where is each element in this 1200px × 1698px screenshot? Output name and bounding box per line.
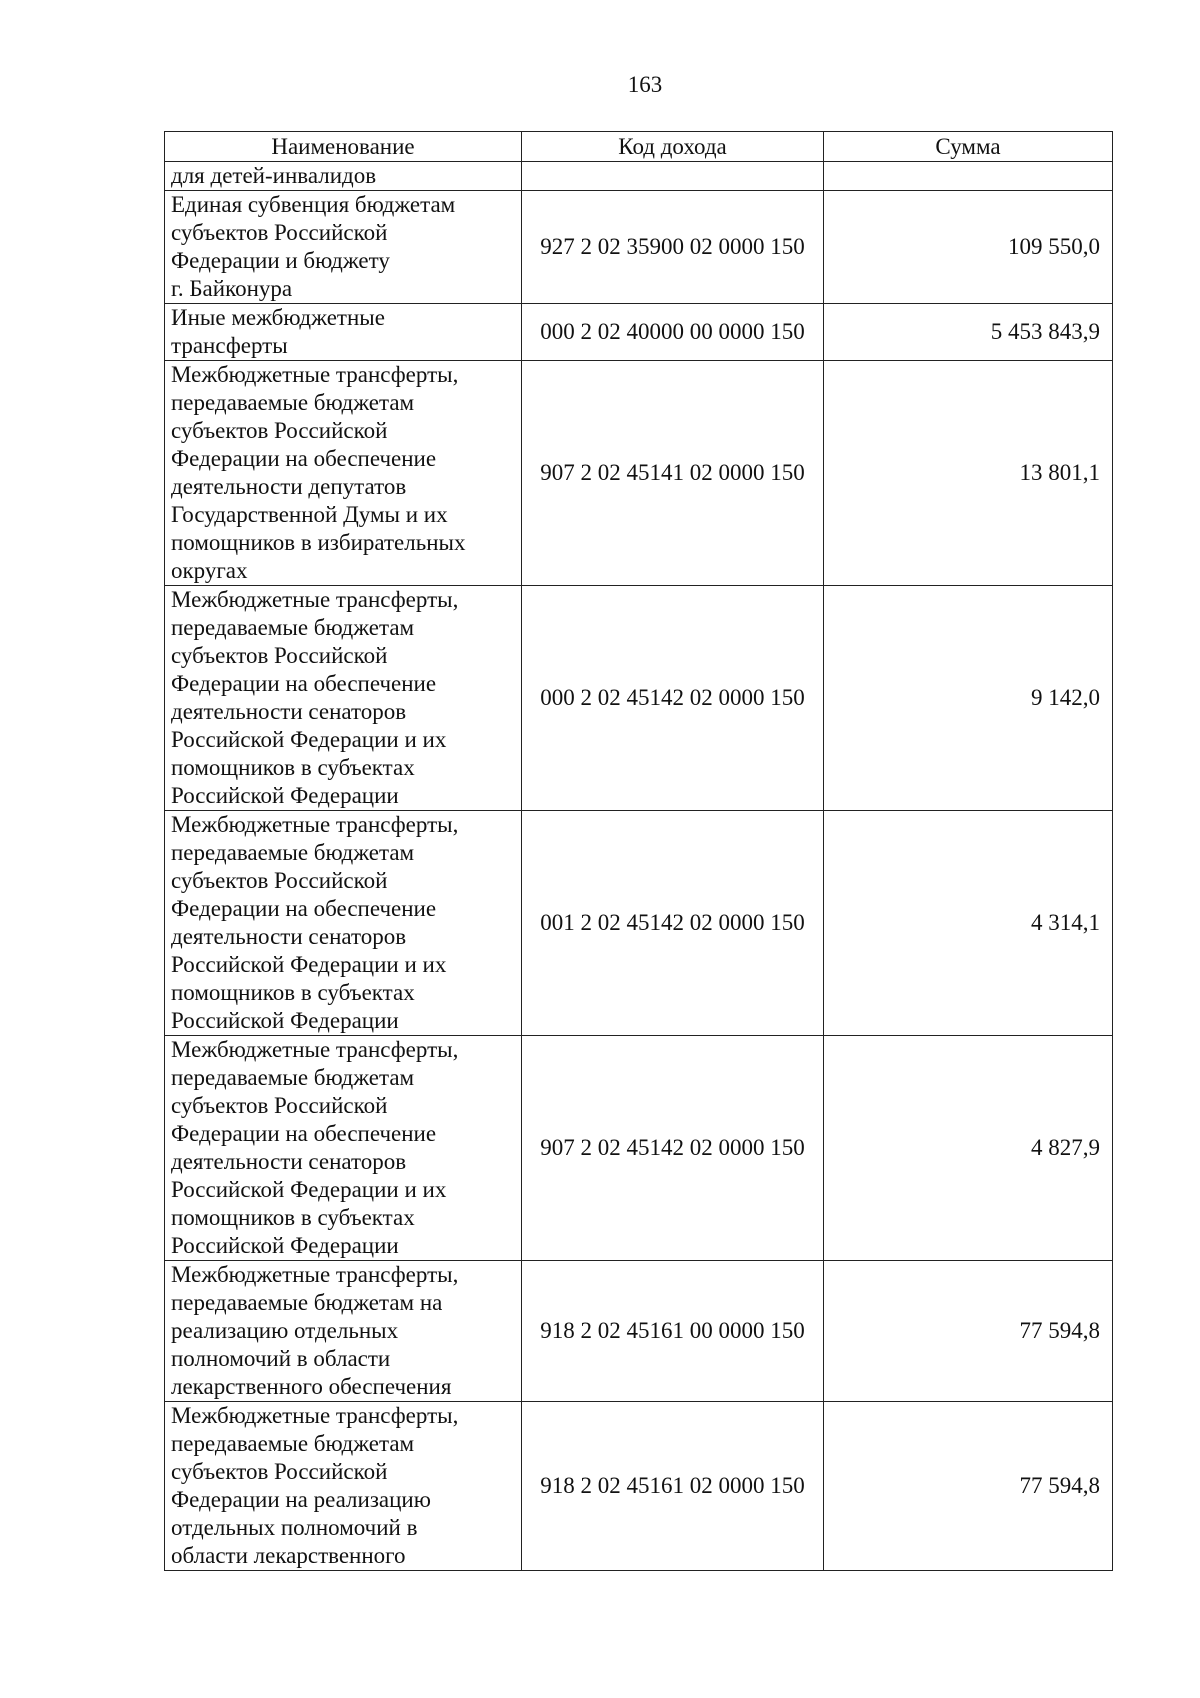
table-row [165, 304, 1113, 361]
table-row [165, 1036, 1113, 1261]
row-code [522, 162, 824, 191]
row-sum: 5 453 843,9 [824, 304, 1113, 361]
table-row [165, 162, 1113, 191]
row-code: 000 2 02 40000 00 0000 150 [522, 304, 824, 361]
table-row [165, 1402, 1113, 1571]
row-code: 927 2 02 35900 02 0000 150 [522, 191, 824, 304]
row-code: 918 2 02 45161 02 0000 150 [522, 1402, 824, 1571]
row-name: для детей-инвалидов [165, 162, 522, 191]
header-name: Наименование [165, 132, 522, 162]
row-code: 001 2 02 45142 02 0000 150 [522, 811, 824, 1036]
page-number: 163 [627, 72, 663, 97]
row-sum: 9 142,0 [824, 586, 1113, 811]
row-code: 907 2 02 45142 02 0000 150 [522, 1036, 824, 1261]
row-sum: 109 550,0 [824, 191, 1113, 304]
header-sum: Сумма [824, 132, 1113, 162]
table-body [165, 162, 1113, 1571]
row-name: Единая субвенция бюджетам субъектов Российской Федерации и бюджету г. Байконура [165, 191, 522, 304]
row-sum: 4 827,9 [824, 1036, 1113, 1261]
row-code: 907 2 02 45141 02 0000 150 [522, 361, 824, 586]
table-row [165, 361, 1113, 586]
row-name: Межбюджетные трансферты, передаваемые бюджетам субъектов Российской Федерации на обеспечение деятельности сенаторов Российской Федерации и их помощников в субъектах Российской Федерации [165, 586, 522, 811]
table-row [165, 811, 1113, 1036]
row-name: Межбюджетные трансферты, передаваемые бюджетам субъектов Российской Федерации на обеспечение деятельности сенаторов Российской Федерации и их помощников в субъектах Российской Федерации [165, 1036, 522, 1261]
row-sum: 13 801,1 [824, 361, 1113, 586]
row-name: Иные межбюджетные трансферты [165, 304, 522, 361]
header-row [165, 132, 1113, 162]
row-name: Межбюджетные трансферты, передаваемые бюджетам субъектов Российской Федерации на обеспечение деятельности депутатов Государственной Думы и их помощников в избирательных округах [165, 361, 522, 586]
row-code: 918 2 02 45161 00 0000 150 [522, 1261, 824, 1402]
table-row [165, 586, 1113, 811]
row-sum: 77 594,8 [824, 1261, 1113, 1402]
row-name: Межбюджетные трансферты, передаваемые бюджетам субъектов Российской Федерации на реализацию отдельных полномочий в области лекарственного [165, 1402, 522, 1571]
table-header [165, 132, 1113, 162]
revenue-table [164, 131, 1113, 1571]
row-name: Межбюджетные трансферты, передаваемые бюджетам субъектов Российской Федерации на обеспечение деятельности сенаторов Российской Федерации и их помощников в субъектах Российской Федерации [165, 811, 522, 1036]
table-row [165, 1261, 1113, 1402]
row-sum: 4 314,1 [824, 811, 1113, 1036]
row-name: Межбюджетные трансферты, передаваемые бюджетам на реализацию отдельных полномочий в области лекарственного обеспечения [165, 1261, 522, 1402]
table-row [165, 191, 1113, 304]
header-code: Код дохода [522, 132, 824, 162]
row-code: 000 2 02 45142 02 0000 150 [522, 586, 824, 811]
row-sum [824, 162, 1113, 191]
row-sum: 77 594,8 [824, 1402, 1113, 1571]
